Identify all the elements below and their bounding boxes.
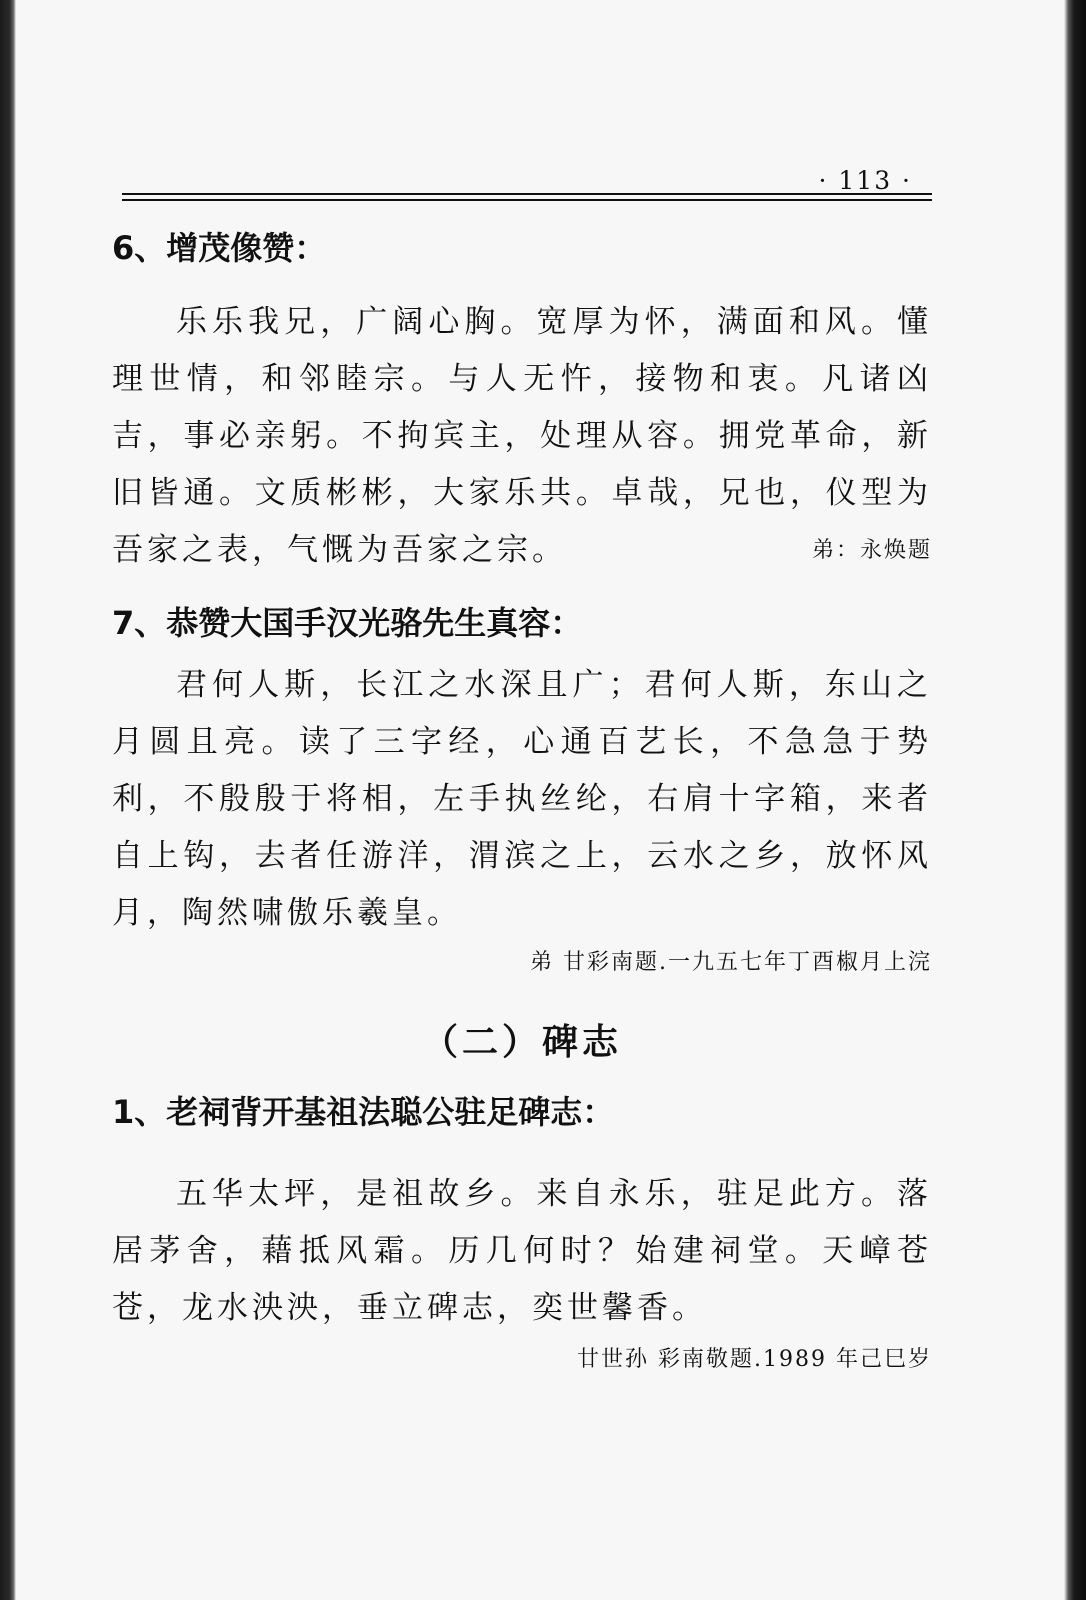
section-heading: 6、增茂像赞：	[112, 229, 327, 267]
subsection-title: （二）碑志	[421, 1021, 622, 1063]
stele-body: 五华太坪，是祖故乡。来自永乐，驻足此方。落居茅舍，藉抵风霜。历几何时？始建祠堂。天嶂苍苍，龙水泱泱，垂立碑志，奕世馨香。	[112, 1176, 932, 1326]
scan-edge-right	[1064, 0, 1086, 1600]
section-body-text: 乐乐我兄，广阔心胸。宽厚为怀，满面和风。懂理世情，和邻睦宗。与人无忤，接物和衷。凡诸凶吉，事必亲躬。不拘宾主，处理从容。拥党革命，新旧皆通。文质彬彬，大家乐共。卓哉，兄也，仪型为吾家之表，气慨为吾家之宗。	[112, 304, 932, 568]
section-signature: 弟 甘彩南题.一九五七年丁酉椒月上浣	[530, 950, 932, 975]
page-number: · 113 ·	[818, 166, 912, 195]
scan-edge-left	[0, 0, 16, 1600]
header-double-rule	[122, 193, 932, 201]
section-body: 君何人斯，长江之水深且广；君何人斯，东山之月圆且亮。读了三字经，心通百艺长，不急急于势利，不殷殷于将相，左手执丝纶，右肩十字箱，来者自上钩，去者任游洋，渭滨之上，云水之乡，放怀风月，陶然啸傲乐羲皇。	[112, 667, 932, 931]
section-6	[112, 228, 932, 579]
stele-heading: 1、老祠背开基祖法聪公驻足碑志：	[112, 1093, 615, 1131]
section-heading: 7、恭赞大国手汉光骆先生真容：	[112, 604, 583, 642]
section-7	[112, 603, 932, 978]
section-body	[112, 294, 932, 579]
section-signature: 弟：永焕题	[811, 538, 932, 563]
stele-signature: 廿世孙 彩南敬题.1989 年己巳岁	[577, 1347, 932, 1372]
stele-section	[112, 1092, 932, 1375]
